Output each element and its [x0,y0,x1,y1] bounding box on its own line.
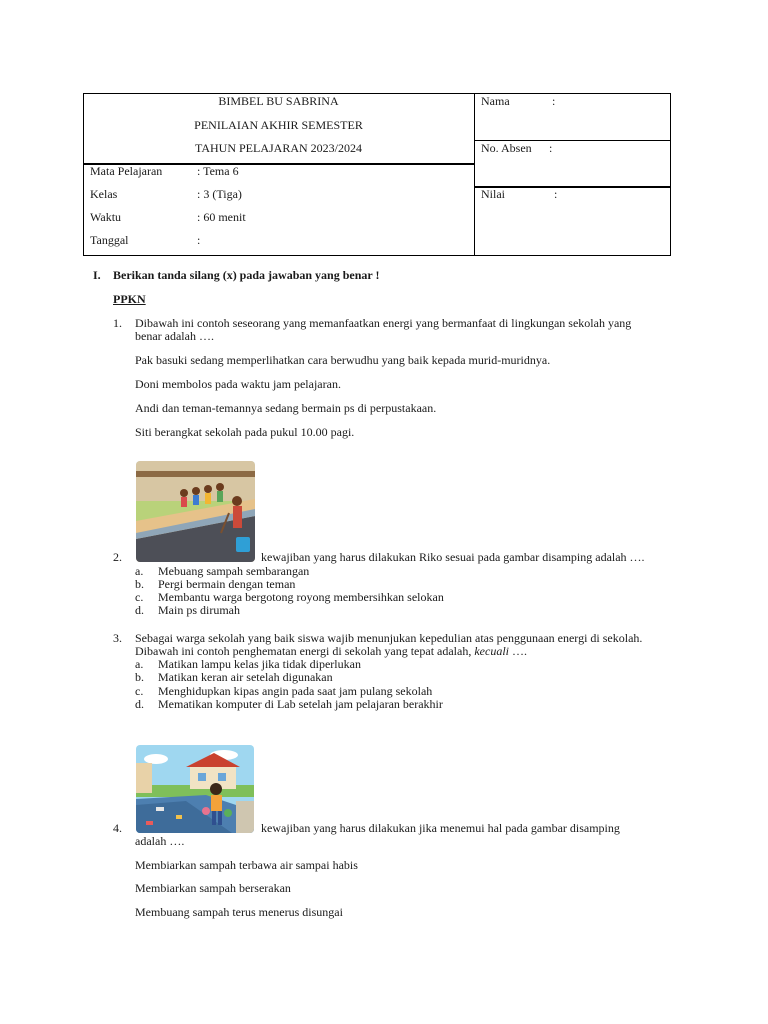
label-mata-pelajaran: Mata Pelajaran [90,164,163,178]
school-name: BIMBEL BU SABRINA [218,94,339,108]
question-number: 2. [113,550,122,564]
river-trash-illustration [136,745,254,833]
answer-option[interactable]: Main ps dirumah [158,603,240,617]
option-letter: a. [135,657,144,671]
value-waktu: : 60 menit [197,210,246,224]
answer-option[interactable]: Menghidupkan kipas angin pada saat jam pulang sekolah [158,684,433,698]
answer-option[interactable]: Mematikan komputer di Lab setelah jam pelajaran berakhir [158,697,443,711]
answer-option[interactable]: Matikan keran air setelah digunakan [158,670,333,684]
question-text: kewajiban yang harus dilakukan Riko sesuai pada gambar disamping adalah …. [261,550,645,564]
option-letter: c. [135,684,144,698]
label-kelas: Kelas [90,187,118,201]
question-text-emphasis: kecuali [474,644,509,658]
section-instruction: Berikan tanda silang (x) pada jawaban yang benar ! [113,268,380,282]
answer-option[interactable]: Matikan lampu kelas jika tidak diperlukan [158,657,361,671]
question-text: adalah …. [135,834,185,848]
label-no-absen: No. Absen [481,141,532,155]
value-nama: : [552,94,556,108]
answer-option[interactable]: Membuang sampah terus menerus disungai [135,905,343,919]
section-number: I. [93,268,101,282]
label-nilai: Nilai [481,187,505,201]
subject-heading: PPKN [113,292,146,306]
question-text: Sebagai warga sekolah yang baik siswa wajib menunjukan kepedulian atas penggunaan energi di sekolah. [135,631,643,645]
question-text-main: Dibawah ini contoh penghematan energi di sekolah yang tepat adalah, [135,644,472,658]
option-letter: d. [135,603,144,617]
answer-option[interactable]: Membiarkan sampah terbawa air sampai habis [135,858,358,872]
label-tanggal: Tanggal [90,233,129,247]
question-number: 1. [113,316,122,330]
question-text: Dibawah ini contoh seseorang yang memanfaatkan energi yang bermanfaat di lingkungan sekolah yang [135,316,632,330]
question-text: benar adalah …. [135,329,214,343]
value-kelas: : 3 (Tiga) [197,187,242,201]
value-mata-pelajaran: : Tema 6 [197,164,239,178]
academic-year: TAHUN PELAJARAN 2023/2024 [194,141,363,155]
exam-title: PENILAIAN AKHIR SEMESTER [194,118,363,132]
option-letter: c. [135,590,144,604]
answer-option[interactable]: Membantu warga bergotong royong membersihkan selokan [158,590,444,604]
question-number: 4. [113,821,122,835]
option-letter: b. [135,577,144,591]
answer-option[interactable]: Mebuang sampah sembarangan [158,564,310,578]
answer-option[interactable]: Doni membolos pada waktu jam pelajaran. [135,377,341,391]
option-letter: b. [135,670,144,684]
answer-option[interactable]: Siti berangkat sekolah pada pukul 10.00 pagi. [135,425,355,439]
answer-option[interactable]: Pergi bermain dengan teman [158,577,296,591]
question-number: 3. [113,631,122,645]
answer-option[interactable]: Membiarkan sampah berserakan [135,881,291,895]
header-divider [474,93,475,256]
option-letter: a. [135,564,144,578]
value-nilai: : [554,187,558,201]
question-text-end: …. [509,644,527,658]
label-waktu: Waktu [90,210,122,224]
question-text: kewajiban yang harus dilakukan jika menemui hal pada gambar disamping [261,821,620,835]
label-nama: Nama [481,94,510,108]
value-no-absen: : [549,141,553,155]
cleanup-illustration [136,461,255,562]
answer-option[interactable]: Pak basuki sedang memperlihatkan cara berwudhu yang baik kepada murid-muridnya. [135,353,551,367]
option-letter: d. [135,697,144,711]
value-tanggal: : [197,233,201,247]
answer-option[interactable]: Andi dan teman-temannya sedang bermain ps di perpustakaan. [135,401,437,415]
